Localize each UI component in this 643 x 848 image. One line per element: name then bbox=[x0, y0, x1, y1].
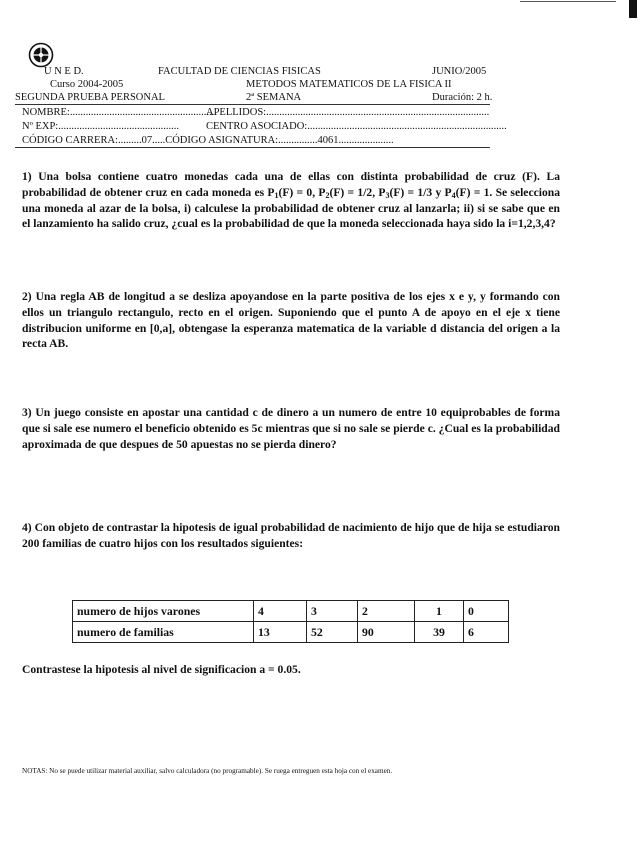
table-cell: 1 bbox=[415, 601, 464, 622]
scan-mark-line bbox=[520, 1, 616, 2]
q1-sub-4: 4 bbox=[451, 190, 456, 200]
q4-text: 4) Con objeto de contrastar la hipotesis de igual probabilidad de nacimiento de hijo que de hija se estudiaron 200 familias de cuatro hijos con los resultados siguientes: bbox=[22, 521, 560, 550]
codigo-asignatura-tail: ..................... bbox=[338, 135, 394, 146]
question-2 bbox=[22, 289, 560, 352]
q1-text-3: (F) = 1/2, P bbox=[329, 185, 386, 199]
nombre-field: NOMBRE:........................................................ bbox=[22, 107, 217, 118]
subject-name: METODOS MATEMATICOS DE LA FISICA II bbox=[246, 79, 452, 90]
codigo-carrera-value: 07 bbox=[141, 135, 153, 146]
table-row bbox=[73, 601, 509, 622]
q1-text-4: (F) = 1/3 y P bbox=[389, 185, 452, 199]
table-cell: 13 bbox=[254, 622, 307, 643]
scan-mark bbox=[629, 0, 637, 18]
frequency-table bbox=[72, 600, 509, 643]
course-year: Curso 2004-2005 bbox=[50, 79, 124, 90]
codigo-carrera-field bbox=[22, 135, 394, 147]
table-cell: 0 bbox=[464, 601, 509, 622]
fields-divider bbox=[15, 147, 490, 148]
table-cell: 4 bbox=[254, 601, 307, 622]
footer-notes: NOTAS: No se puede utilizar material auxiliar, salvo calculadora (no programable). Se ruega entreguen esta hoja con el examen. bbox=[22, 767, 393, 775]
faculty-name: FACULTAD DE CIENCIAS FISICAS bbox=[158, 66, 321, 77]
q3-text: 3) Un juego consiste en apostar una cantidad c de dinero a un numero de entre 10 equiprobables de forma que si sale ese numero el beneficio obtenido es 5c mientras que si no sale se pierde c. ¿Cual es la probabilidad aproximada de que despues de 50 apuestas no se pierda dinero? bbox=[22, 406, 560, 451]
uned-logo-icon bbox=[28, 42, 54, 68]
q2-text: 2) Una regla AB de longitud a se desliza apoyandose en la parte positiva de los ejes x e y, y formando con ellos un triangulo rectangulo, recto en el origen. Suponiendo que el punto A de apoyo en el eje x tiene distribucion uniforme en [0,a], obtengase la esperanza matematica de la variable d distancia del origen a la recta AB. bbox=[22, 290, 560, 351]
table-cell: 2 bbox=[358, 601, 415, 622]
exam-date: JUNIO/2005 bbox=[432, 66, 487, 77]
table-cell: 90 bbox=[358, 622, 415, 643]
exp-field: Nº EXP:.............................................. bbox=[22, 121, 179, 132]
question-1 bbox=[22, 169, 560, 232]
table-cell: 52 bbox=[307, 622, 358, 643]
table-cell: 3 bbox=[307, 601, 358, 622]
conclusion bbox=[22, 662, 560, 678]
table-cell: 6 bbox=[464, 622, 509, 643]
conclusion-text: Contrastese la hipotesis al nivel de significacion a = 0.05. bbox=[22, 663, 301, 676]
week: 2ª SEMANA bbox=[246, 92, 302, 103]
centro-field: CENTRO ASOCIADO:............................................................................ bbox=[206, 121, 507, 132]
table-row bbox=[73, 622, 509, 643]
codigo-asignatura-value: 4061 bbox=[317, 135, 339, 146]
q1-text-5: (F) = 1. Se selecciona una moneda al azar de la bolsa, i) calculese la probabilidad de obtener cruz al lanzarla; ii) si se sabe que en el lanzamiento ha salido cruz, ¿cual es la probabilidad de que la moneda seleccionada haya sido la i=1,2,3,4? bbox=[22, 185, 561, 231]
apellidos-field: APELLIDOS:..................................................................................... bbox=[206, 107, 490, 118]
table-cell: 39 bbox=[415, 622, 464, 643]
q1-sub-3: 3 bbox=[385, 190, 390, 200]
exam-duration: Duración: 2 h. bbox=[432, 92, 493, 103]
university-name: U N E D. bbox=[44, 66, 84, 77]
codigo-carrera-tail: .. bbox=[152, 135, 158, 146]
row-label-familias: numero de familias bbox=[73, 622, 254, 643]
q1-sub-1: 1 bbox=[274, 190, 279, 200]
question-3 bbox=[22, 405, 560, 452]
header-divider bbox=[15, 104, 490, 105]
row-label-varones: numero de hijos varones bbox=[73, 601, 254, 622]
codigo-carrera-label: CÓDIGO CARRERA:......... bbox=[22, 135, 142, 146]
q1-sub-2: 2 bbox=[325, 190, 330, 200]
question-4 bbox=[22, 520, 560, 552]
codigo-asignatura-label: ...CÓDIGO ASIGNATURA:............... bbox=[157, 135, 318, 146]
test-name: SEGUNDA PRUEBA PERSONAL bbox=[15, 92, 165, 103]
q1-text-1: 1) Una bolsa contiene cuatro monedas cada una de ellas con distinta probabilidad de cruz (F). La probabilidad de obtener cruz en cada moneda es P bbox=[22, 170, 560, 199]
q1-text-2: (F) = 0, P bbox=[278, 185, 326, 199]
